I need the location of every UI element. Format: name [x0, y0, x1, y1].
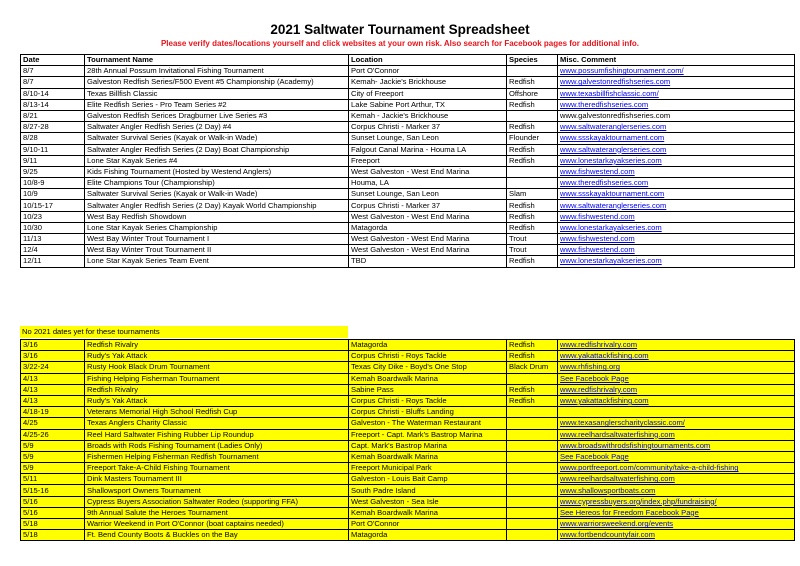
cell-location: Kemah Boardwalk Marina [349, 451, 507, 462]
header-species: Species [507, 55, 558, 66]
cell-species: Redfish [507, 77, 558, 88]
cell-species: Redfish [507, 200, 558, 211]
tournament-table [20, 54, 795, 268]
table-row [21, 66, 795, 77]
cell-location: Corpus Christi - Roys Tackle [349, 395, 507, 406]
cell-species: Offshore [507, 88, 558, 99]
cell-species: Redfish [507, 222, 558, 233]
cell-date: 9/10-11 [21, 144, 85, 155]
cell-name: Dink Masters Tournament III [85, 474, 349, 485]
cell-location: Kemah Boardwalk Marina [349, 507, 507, 518]
cell-comment [558, 211, 795, 222]
website-link[interactable]: www.theredfishseries.com [560, 99, 649, 109]
cell-species: Redfish [507, 144, 558, 155]
cell-comment [558, 373, 795, 384]
website-link[interactable]: www.rhfishing.org [560, 362, 620, 372]
cell-name: Texas Anglers Charity Classic [85, 418, 349, 429]
cell-comment [558, 463, 795, 474]
cell-date: 8/28 [21, 133, 85, 144]
website-link[interactable]: www.saltwateranglerseries.com [560, 144, 667, 154]
cell-name: Fishermen Helping Fisherman Redfish Tournament [85, 451, 349, 462]
cell-comment [558, 256, 795, 267]
cell-species [507, 463, 558, 474]
cell-location: Kemah- Jackie's Brickhouse [349, 77, 507, 88]
cell-date: 4/25-26 [21, 429, 85, 440]
cell-location: Falgout Canal Marina - Houma LA [349, 144, 507, 155]
cell-location: Matagorda [349, 222, 507, 233]
cell-species: Redfish [507, 395, 558, 406]
cell-name: Reel Hard Saltwater Fishing Rubber Lip Roundup [85, 429, 349, 440]
website-link[interactable]: www.lonestarkayakseries.com [560, 256, 662, 266]
cell-date: 4/13 [21, 395, 85, 406]
cell-species: Flounder [507, 133, 558, 144]
cell-name: Galveston Redfish Series/F500 Event #5 Championship (Academy) [85, 77, 349, 88]
cell-name: West Bay Winter Trout Tournament II [85, 245, 349, 256]
cell-date: 10/8-9 [21, 178, 85, 189]
website-link[interactable]: www.fishwestend.com [560, 245, 635, 255]
cell-name: Elite Redfish Series - Pro Team Series #2 [85, 99, 349, 110]
table-row [21, 418, 795, 429]
cell-species [507, 110, 558, 121]
cell-comment [558, 407, 795, 418]
cell-comment [558, 189, 795, 200]
website-link[interactable]: www.theredfishseries.com [560, 178, 649, 188]
cell-location: Lake Sabine Port Arthur, TX [349, 99, 507, 110]
cell-species [507, 407, 558, 418]
cell-name: Ft. Bend County Boots & Buckles on the Bay [85, 530, 349, 541]
cell-date: 3/16 [21, 340, 85, 351]
website-link[interactable]: www.fortbendcountyfair.com [560, 530, 655, 540]
cell-name: West Bay Redfish Showdown [85, 211, 349, 222]
cell-date: 5/15-16 [21, 485, 85, 496]
cell-species [507, 178, 558, 189]
cell-comment [558, 66, 795, 77]
website-link[interactable]: www.fishwestend.com [560, 166, 635, 176]
cell-location: Sabine Pass [349, 384, 507, 395]
website-link[interactable]: www.fishwestend.com [560, 211, 635, 221]
table-row [21, 245, 795, 256]
cell-species [507, 485, 558, 496]
cell-species: Redfish [507, 155, 558, 166]
website-link[interactable]: www.yakattackfishing.com [560, 396, 649, 406]
cell-location: West Galveston - West End Marina [349, 245, 507, 256]
cell-species: Redfish [507, 384, 558, 395]
cell-date: 5/9 [21, 463, 85, 474]
table-row [21, 77, 795, 88]
table-header-row [21, 55, 795, 66]
cell-date: 3/22-24 [21, 362, 85, 373]
website-link[interactable]: See Facebook Page [560, 373, 629, 383]
cell-location: West Galveston - West End Marina [349, 211, 507, 222]
website-link[interactable]: www.reelhardsaltwaterfishing.com [560, 429, 675, 439]
cell-comment [558, 99, 795, 110]
cell-location: Kemah Boardwalk Marina [349, 373, 507, 384]
cell-date: 4/13 [21, 384, 85, 395]
table-row [21, 234, 795, 245]
cell-date: 5/11 [21, 474, 85, 485]
cell-species: Redfish [507, 340, 558, 351]
cell-location: West Galveston - Sea Isle [349, 496, 507, 507]
cell-species: Redfish [507, 256, 558, 267]
header-tournament-name: Tournament Name [85, 55, 349, 66]
cell-name: Saltwater Angler Redfish Series (2 Day) Kayak World Championship [85, 200, 349, 211]
cell-name: Kids Fishing Tournament (Hosted by Westend Anglers) [85, 166, 349, 177]
no-dates-title: No 2021 dates yet for these tournaments [20, 326, 348, 338]
table-row [21, 362, 795, 373]
cell-location: Houma, LA [349, 178, 507, 189]
cell-comment [558, 440, 795, 451]
cell-date: 3/16 [21, 351, 85, 362]
cell-date: 12/11 [21, 256, 85, 267]
cell-species [507, 496, 558, 507]
cell-name: Freeport Take-A-Child Fishing Tournament [85, 463, 349, 474]
website-link[interactable]: www.lonestarkayakseries.com [560, 222, 662, 232]
cell-comment [558, 474, 795, 485]
table-row [21, 222, 795, 233]
cell-name: Fishing Helping Fisherman Tournament [85, 373, 349, 384]
website-link[interactable]: www.ssskayaktournament.com [560, 133, 665, 143]
table-row [21, 530, 795, 541]
cell-date: 8/7 [21, 77, 85, 88]
cell-date: 10/30 [21, 222, 85, 233]
cell-comment [558, 530, 795, 541]
website-link[interactable]: www.yakattackfishing.com [560, 351, 649, 361]
cell-date: 8/13-14 [21, 99, 85, 110]
cell-name: Lone Star Kayak Series Championship [85, 222, 349, 233]
header-date: Date [21, 55, 85, 66]
website-link[interactable]: See Facebook Page [560, 451, 629, 461]
cell-species [507, 519, 558, 530]
cell-species: Redfish [507, 351, 558, 362]
website-link[interactable]: www.saltwateranglerseries.com [560, 200, 667, 210]
cell-location: Corpus Christi - Bluffs Landing [349, 407, 507, 418]
table-row [21, 429, 795, 440]
cell-name: Cypress Buyers Association Saltwater Rodeo (supporting FFA) [85, 496, 349, 507]
cell-species [507, 474, 558, 485]
cell-date: 8/7 [21, 66, 85, 77]
cell-name: Lone Star Kayak Series #4 [85, 155, 349, 166]
table-row [21, 340, 795, 351]
cell-name: Saltwater Angler Redfish Series (2 Day) Boat Championship [85, 144, 349, 155]
cell-comment [558, 485, 795, 496]
cell-comment [558, 77, 795, 88]
cell-comment [558, 384, 795, 395]
table-row [21, 110, 795, 121]
cell-name: Rudy's Yak Attack [85, 395, 349, 406]
cell-species: Redfish [507, 99, 558, 110]
cell-name: Redfish Rivalry [85, 384, 349, 395]
cell-name: Galveston Redfish Serices Dragburner Live Series #3 [85, 110, 349, 121]
cell-name: Broads with Rods Fishing Tournament (Ladies Only) [85, 440, 349, 451]
cell-species [507, 530, 558, 541]
cell-date: 9/11 [21, 155, 85, 166]
page-title: 2021 Saltwater Tournament Spreadsheet [270, 22, 530, 37]
page-subtitle: Please verify dates/locations yourself and click websites at your own risk. Also search for Facebook pages for additional info. [160, 39, 640, 48]
table-row [21, 88, 795, 99]
cell-location: Sunset Lounge, San Leon [349, 133, 507, 144]
cell-species: Trout [507, 234, 558, 245]
cell-location: Port O'Connor [349, 66, 507, 77]
cell-name: Rudy's Yak Attack [85, 351, 349, 362]
table-row [21, 256, 795, 267]
table-row [21, 351, 795, 362]
cell-name: Saltwater Angler Redfish Series (2 Day) #4 [85, 122, 349, 133]
website-link[interactable]: www.fishwestend.com [560, 234, 635, 244]
cell-date: 10/15-17 [21, 200, 85, 211]
header-location: Location [349, 55, 507, 66]
cell-location: Texas City Dike - Boyd's One Stop [349, 362, 507, 373]
cell-date: 11/13 [21, 234, 85, 245]
cell-location: Kemah - Jackie's Brickhouse [349, 110, 507, 121]
cell-location: TBD [349, 256, 507, 267]
table-row [21, 474, 795, 485]
cell-location: Freeport Municipal Park [349, 463, 507, 474]
cell-date: 10/9 [21, 189, 85, 200]
cell-name: Lone Star Kayak Series Team Event [85, 256, 349, 267]
cell-location: West Galveston - West End Marina [349, 166, 507, 177]
cell-name: Redfish Rivalry [85, 340, 349, 351]
table-row [21, 407, 795, 418]
table-row [21, 485, 795, 496]
website-link[interactable]: www.texasbillfishclassic.com/ [560, 88, 659, 98]
cell-location: Matagorda [349, 340, 507, 351]
website-link[interactable]: www.ssskayaktournament.com [560, 189, 665, 199]
cell-species: Redfish [507, 211, 558, 222]
cell-date: 12/4 [21, 245, 85, 256]
cell-comment [558, 362, 795, 373]
table-row [21, 440, 795, 451]
cell-species: Slam [507, 189, 558, 200]
cell-date: 5/9 [21, 440, 85, 451]
cell-comment [558, 519, 795, 530]
header-misc-comment: Misc. Comment [558, 55, 795, 66]
cell-date: 5/18 [21, 519, 85, 530]
website-link[interactable]: www.reelhardsaltwaterfishing.com [560, 474, 675, 484]
table-row [21, 144, 795, 155]
website-link[interactable]: www.broadswithrodsfishingtournaments.com [560, 440, 711, 450]
cell-comment: www.galvestonredfishseries.com [558, 110, 795, 121]
cell-date: 5/9 [21, 451, 85, 462]
cell-species [507, 451, 558, 462]
table-row [21, 99, 795, 110]
cell-location: Port O'Connor [349, 519, 507, 530]
cell-species [507, 429, 558, 440]
website-link[interactable]: See Hereos for Freedom Facebook Page [560, 507, 699, 517]
cell-species: Black Drum [507, 362, 558, 373]
table-row [21, 200, 795, 211]
cell-species [507, 166, 558, 177]
cell-comment [558, 155, 795, 166]
cell-comment [558, 429, 795, 440]
cell-date: 5/18 [21, 530, 85, 541]
cell-location: Freeport - Capt. Mark's Bastrop Marina [349, 429, 507, 440]
cell-location: Galveston - The Waterman Restaurant [349, 418, 507, 429]
website-link[interactable]: www.saltwateranglerseries.com [560, 122, 667, 132]
cell-date: 10/23 [21, 211, 85, 222]
cell-location: Matagorda [349, 530, 507, 541]
website-link[interactable]: www.warriorsweekend.org/events [560, 519, 674, 529]
cell-name: Veterans Memorial High School Redfish Cup [85, 407, 349, 418]
cell-comment [558, 88, 795, 99]
website-link[interactable]: www.galvestonredfishseries.com [560, 77, 671, 87]
cell-location: City of Freeport [349, 88, 507, 99]
cell-comment [558, 144, 795, 155]
cell-date: 9/25 [21, 166, 85, 177]
cell-name: Shallowsport Owners Tournament [85, 485, 349, 496]
cell-species [507, 507, 558, 518]
table-row [21, 451, 795, 462]
table-row [21, 519, 795, 530]
cell-comment [558, 340, 795, 351]
cell-date: 8/27-28 [21, 122, 85, 133]
cell-location: Sunset Lounge, San Leon [349, 189, 507, 200]
cell-species: Trout [507, 245, 558, 256]
cell-name: Saltwater Survival Series (Kayak or Walk-in Wade) [85, 133, 349, 144]
table-row [21, 211, 795, 222]
table-row [21, 155, 795, 166]
cell-date: 5/16 [21, 496, 85, 507]
cell-location: Capt. Mark's Bastrop Marina [349, 440, 507, 451]
cell-comment [558, 418, 795, 429]
cell-date: 4/18-19 [21, 407, 85, 418]
cell-comment [558, 351, 795, 362]
table-row [21, 189, 795, 200]
cell-species [507, 373, 558, 384]
website-link[interactable]: www.cypressbuyers.org/index.php/fundraising/ [560, 496, 717, 506]
cell-date: 8/21 [21, 110, 85, 121]
cell-location: South Padre Island [349, 485, 507, 496]
cell-species: Redfish [507, 122, 558, 133]
cell-name: Texas Billfish Classic [85, 88, 349, 99]
website-link[interactable]: www.texasanglerscharityclassic.com/ [560, 418, 685, 428]
cell-location: Galveston - Louis Bait Camp [349, 474, 507, 485]
table-row [21, 166, 795, 177]
cell-comment [558, 178, 795, 189]
website-link[interactable]: www.shallowsportboats.com [560, 485, 656, 495]
cell-name: Saltwater Survival Series (Kayak or Walk-in Wade) [85, 189, 349, 200]
cell-comment [558, 451, 795, 462]
cell-date: 4/13 [21, 373, 85, 384]
website-link[interactable]: www.possumfishingtournament.com/ [560, 66, 684, 76]
table-row [21, 133, 795, 144]
cell-date: 5/16 [21, 507, 85, 518]
cell-name: Rusty Hook Black Drum Tournament [85, 362, 349, 373]
table-row [21, 496, 795, 507]
cell-comment [558, 234, 795, 245]
website-link[interactable]: www.lonestarkayakseries.com [560, 155, 662, 165]
table-row [21, 373, 795, 384]
cell-location: West Galveston - West End Marina [349, 234, 507, 245]
cell-comment [558, 395, 795, 406]
cell-location: Freeport [349, 155, 507, 166]
table-row [21, 384, 795, 395]
cell-comment [558, 122, 795, 133]
table-row [21, 507, 795, 518]
cell-name: 28th Annual Possum Invitational Fishing Tournament [85, 66, 349, 77]
cell-comment [558, 133, 795, 144]
cell-species [507, 66, 558, 77]
website-link[interactable]: www.portfreeport.com/community/take-a-child-fishing [560, 463, 739, 473]
cell-species [507, 418, 558, 429]
cell-name: Warrior Weekend in Port O'Connor (boat captains needed) [85, 519, 349, 530]
website-link[interactable]: www.redfishrivalry.com [560, 384, 638, 394]
cell-name: Elite Champions Tour (Championship) [85, 178, 349, 189]
cell-date: 8/10-14 [21, 88, 85, 99]
cell-location: Corpus Christi - Roys Tackle [349, 351, 507, 362]
cell-comment [558, 245, 795, 256]
cell-location: Corpus Christi - Marker 37 [349, 200, 507, 211]
cell-comment [558, 507, 795, 518]
undated-tournament-table [20, 339, 795, 541]
cell-comment [558, 200, 795, 211]
table-row [21, 463, 795, 474]
cell-name: 9th Annual Salute the Heroes Tournament [85, 507, 349, 518]
cell-location: Corpus Christi - Marker 37 [349, 122, 507, 133]
cell-species [507, 440, 558, 451]
cell-comment [558, 496, 795, 507]
cell-date: 4/25 [21, 418, 85, 429]
cell-comment [558, 222, 795, 233]
table-row [21, 178, 795, 189]
table-row [21, 395, 795, 406]
cell-comment [558, 166, 795, 177]
table-row [21, 122, 795, 133]
website-link[interactable]: www.redfishrivalry.com [560, 340, 638, 350]
cell-name: West Bay Winter Trout Tournament I [85, 234, 349, 245]
